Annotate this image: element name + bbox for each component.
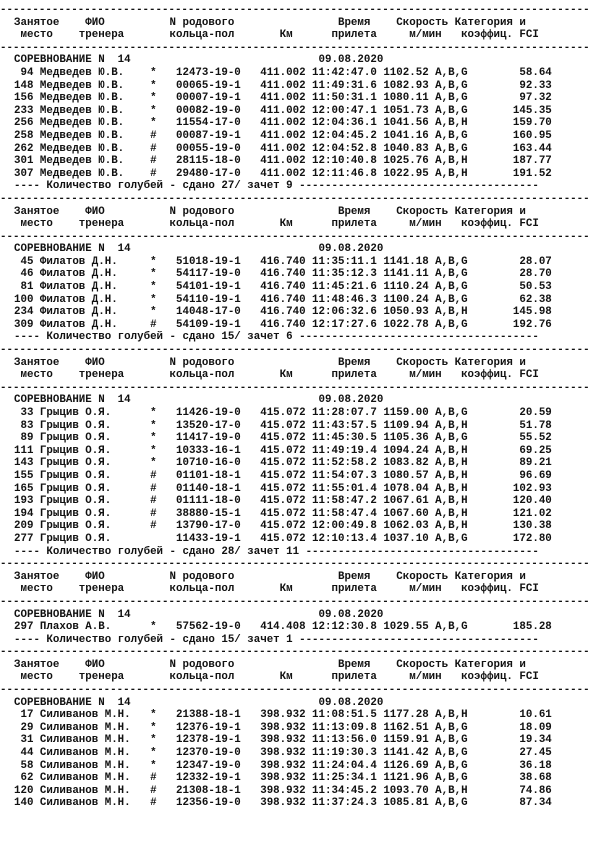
result-row: 256 Медведев Ю.В. * 11554-17-0 411.002 12:04:36.1 1041.56 A,B,H 159.70	[14, 117, 552, 130]
column-header-row-1: Занятое ФИО N родового Время Скорость Категория и	[14, 16, 526, 29]
result-row: 94 Медведев Ю.В. * 12473-19-0 411.002 11:42:47.0 1102.52 A,B,G 58.64	[14, 66, 552, 79]
rule-line: -------------------------------------------------------------------------------------------	[0, 646, 590, 659]
column-header-row-1: Занятое ФИО N родового Время Скорость Категория и	[14, 658, 526, 671]
column-header-row-2: место тренера кольца-пол Км прилета м/мин коэффиц. FCI	[14, 369, 539, 382]
column-header-row-1: Занятое ФИО N родового Время Скорость Категория и	[14, 570, 526, 583]
result-row: 194 Грыцив О.Я. # 38880-15-1 415.072 11:58:47.4 1067.60 A,B,H 121.02	[14, 507, 552, 520]
result-row: 233 Медведев Ю.В. * 00082-19-0 411.002 12:00:47.1 1051.73 A,B,G 145.35	[14, 104, 552, 117]
result-row: 193 Грыцив О.Я. # 01111-18-0 415.072 11:58:47.2 1067.61 A,B,H 120.40	[14, 495, 552, 508]
rule-line: -------------------------------------------------------------------------------------------	[0, 41, 590, 54]
result-row: 58 Силиванов М.Н. * 12347-19-0 398.932 11:24:04.4 1126.69 A,B,G 36.18	[14, 759, 552, 772]
result-row: 100 Филатов Д.Н. * 54110-19-1 416.740 11:48:46.3 1100.24 A,B,G 62.38	[14, 293, 552, 306]
result-row: 62 Силиванов М.Н. # 12332-19-1 398.932 11:25:34.1 1121.96 A,B,G 38.68	[14, 772, 552, 785]
result-row: 46 Филатов Д.Н. * 54117-19-0 416.740 11:35:12.3 1141.11 A,B,G 28.70	[14, 268, 552, 281]
result-row: 81 Филатов Д.Н. * 54101-19-1 416.740 11:45:21.6 1110.24 A,B,G 50.53	[14, 281, 552, 294]
competition-date: 09.08.2020	[318, 696, 384, 709]
result-row: 83 Грыцив О.Я. * 13520-17-0 415.072 11:43:57.5 1109.94 A,B,H 51.78	[14, 419, 552, 432]
result-row: 143 Грыцив О.Я. * 10710-16-0 415.072 11:52:58.2 1083.82 A,B,H 89.21	[14, 457, 552, 470]
section-summary: ---- Количество голубей - сдано 15/ зачет 6 -------------------------------------	[14, 331, 539, 344]
rule-line: -------------------------------------------------------------------------------------------	[0, 684, 590, 697]
rule-line: -------------------------------------------------------------------------------------------	[0, 595, 590, 608]
rule-line: -------------------------------------------------------------------------------------------	[0, 344, 590, 357]
competition-title: СОРЕВНОВАНИЕ N 14	[14, 608, 131, 621]
rule-line: -------------------------------------------------------------------------------------------	[0, 558, 590, 571]
result-row: 301 Медведев Ю.В. # 28115-18-0 411.002 12:10:40.8 1025.76 A,B,H 187.77	[14, 155, 552, 168]
result-row: 258 Медведев Ю.В. # 00087-19-1 411.002 12:04:45.2 1041.16 A,B,G 160.95	[14, 129, 552, 142]
column-header-row-2: место тренера кольца-пол Км прилета м/мин коэффиц. FCI	[14, 218, 539, 231]
result-row: 33 Грыцив О.Я. * 11426-19-0 415.072 11:28:07.7 1159.00 A,B,G 20.59	[14, 407, 552, 419]
result-row: 111 Грыцив О.Я. * 10333-16-1 415.072 11:49:19.4 1094.24 A,B,H 69.25	[14, 444, 552, 457]
section-summary: ---- Количество голубей - сдано 15/ зачет 1 -------------------------------------	[14, 633, 539, 646]
results-document	[0, 4, 600, 810]
column-header-row-2: место тренера кольца-пол Км прилета м/мин коэффиц. FCI	[14, 583, 539, 596]
result-row: 17 Силиванов М.Н. * 21388-18-1 398.932 11:08:51.5 1177.28 A,B,H 10.61	[14, 709, 552, 722]
competition-title-row	[0, 697, 600, 710]
competition-date: 09.08.2020	[318, 54, 384, 67]
competition-title: СОРЕВНОВАНИЕ N 14	[14, 696, 131, 709]
result-row: 29 Силиванов М.Н. * 12376-19-1 398.932 11:13:09.8 1162.51 A,B,G 18.09	[14, 721, 552, 734]
result-row: 297 Плахов А.В. * 57562-19-0 414.408 12:12:30.8 1029.55 A,B,G 185.28	[14, 621, 552, 634]
section-summary: ---- Количество голубей - сдано 28/ зачет 11 ------------------------------------	[14, 545, 539, 558]
rule-line: -------------------------------------------------------------------------------------------	[0, 230, 590, 243]
competition-date: 09.08.2020	[318, 243, 384, 256]
result-row: 44 Силиванов М.Н. * 12370-19-0 398.932 11:19:30.3 1141.42 A,B,G 27.45	[14, 747, 552, 760]
result-row: 262 Медведев Ю.В. # 00055-19-0 411.002 12:04:52.8 1040.83 A,B,G 163.44	[14, 142, 552, 155]
result-row: 234 Филатов Д.Н. * 14048-17-0 416.740 12:06:32.6 1050.93 A,B,H 145.98	[14, 306, 552, 319]
competition-title-row	[0, 394, 600, 407]
competition-title: СОРЕВНОВАНИЕ N 14	[14, 394, 131, 407]
result-row: 309 Филатов Д.Н. # 54109-19-1 416.740 12:17:27.6 1022.78 A,B,G 192.76	[14, 318, 552, 331]
column-header-row-2: место тренера кольца-пол Км прилета м/мин коэффиц. FCI	[14, 29, 539, 42]
result-row: 155 Грыцив О.Я. # 01101-18-1 415.072 11:54:07.3 1080.57 A,B,H 96.69	[14, 469, 552, 482]
result-row: 140 Силиванов М.Н. # 12356-19-0 398.932 11:37:24.3 1085.81 A,B,G 87.34	[14, 797, 552, 810]
result-row: 277 Грыцив О.Я. 11433-19-1 415.072 12:10:13.4 1037.10 A,B,G 172.80	[14, 532, 552, 545]
result-row: 45 Филатов Д.Н. * 51018-19-1 416.740 11:35:11.1 1141.18 A,B,G 28.07	[14, 255, 552, 268]
result-row: 148 Медведев Ю.В. * 00065-19-1 411.002 11:49:31.6 1082.93 A,B,G 92.33	[14, 79, 552, 92]
competition-title-row	[0, 54, 600, 67]
result-row: 209 Грыцив О.Я. # 13790-17-0 415.072 12:00:49.8 1062.03 A,B,H 130.38	[14, 520, 552, 533]
competition-date: 09.08.2020	[318, 608, 384, 621]
competition-date: 09.08.2020	[318, 394, 384, 407]
result-row: 156 Медведев Ю.В. * 00007-19-1 411.002 11:50:31.1 1080.11 A,B,G 97.32	[14, 92, 552, 105]
result-row: 307 Медведев Ю.В. # 29480-17-0 411.002 12:11:46.8 1022.95 A,B,H 191.52	[14, 167, 552, 180]
section-summary: ---- Количество голубей - сдано 27/ зачет 9 -------------------------------------	[14, 180, 539, 193]
column-header-row-1: Занятое ФИО N родового Время Скорость Категория и	[14, 205, 526, 218]
result-row: 89 Грыцив О.Я. * 11417-19-0 415.072 11:45:30.5 1105.36 A,B,G 55.52	[14, 432, 552, 445]
result-row: 165 Грыцив О.Я. # 01140-18-1 415.072 11:55:01.4 1078.04 A,B,H 102.93	[14, 482, 552, 495]
rule-line: -------------------------------------------------------------------------------------------	[0, 381, 590, 394]
competition-title-row	[0, 609, 600, 622]
rule-line: -------------------------------------------------------------------------------------------	[0, 4, 590, 16]
competition-title: СОРЕВНОВАНИЕ N 14	[14, 243, 131, 256]
result-row: 120 Силиванов М.Н. # 21308-18-1 398.932 11:34:45.2 1093.70 A,B,H 74.86	[14, 784, 552, 797]
column-header-row-2: место тренера кольца-пол Км прилета м/мин коэффиц. FCI	[14, 671, 539, 684]
competition-title-row	[0, 243, 600, 256]
result-row: 31 Силиванов М.Н. * 12378-19-1 398.932 11:13:56.0 1159.91 A,B,G 19.34	[14, 734, 552, 747]
column-header-row-1: Занятое ФИО N родового Время Скорость Категория и	[14, 356, 526, 369]
rule-line: -------------------------------------------------------------------------------------------	[0, 192, 590, 205]
competition-title: СОРЕВНОВАНИЕ N 14	[14, 54, 131, 67]
